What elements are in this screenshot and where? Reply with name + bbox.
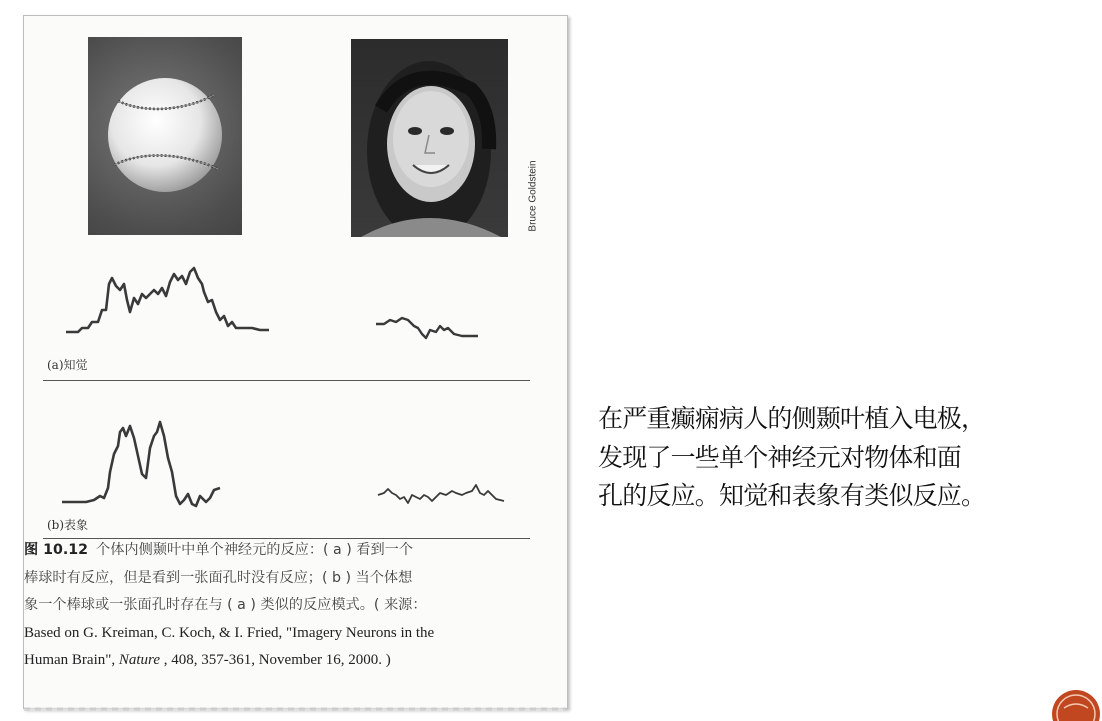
slide-annotation: [598, 400, 1098, 516]
scan-edge: [24, 707, 566, 711]
annotation-line-2: 发现了一些单个神经元对物体和面: [598, 442, 962, 472]
panel-b-label: (b)表象: [47, 518, 89, 532]
caption-line-5: [24, 647, 524, 675]
perception-face-trace: [374, 308, 484, 344]
annotation-line-3: 孔的反应。知觉和表象有类似反应。: [598, 481, 986, 510]
imagery-face-trace: [376, 481, 508, 511]
caption-line-2: 棒球时有反应，但是看到一张面孔时没有反应；( b ) 当个体想: [24, 569, 413, 586]
photo-credit: [526, 136, 540, 256]
figure-caption: [24, 537, 524, 675]
caption-line-3: 象一个棒球或一张面孔时存在与 ( a ) 类似的反应模式。( 来源：: [24, 597, 427, 614]
baseball-photo: [88, 37, 242, 235]
figure-number: 图 10.12: [24, 542, 89, 558]
caption-line-1: [24, 537, 524, 565]
caption-line-4: Based on G. Kreiman, C. Koch, & I. Fried, "Imagery Neurons in the: [24, 624, 435, 641]
perception-baseball-trace: [64, 264, 274, 336]
orange-circle-logo-icon: [1046, 684, 1102, 721]
caption-text-1: 个体内侧颞叶中单个神经元的反应：( a ) 看到一个: [96, 542, 414, 558]
imagery-baseball-trace: [60, 416, 230, 508]
annotation-line-1: 在严重癫痫病人的侧颞叶植入电极，: [598, 404, 986, 433]
photo-credit-text: Bruce Goldstein: [527, 160, 539, 232]
panel-a-label: (a)知觉: [47, 358, 88, 372]
panel-divider: [43, 380, 530, 381]
face-photo: [351, 39, 508, 237]
citation-journal: Nature: [118, 652, 160, 669]
citation-authors: Human Brain",: [24, 652, 119, 669]
citation-details: , 408, 357-361, November 16, 2000. ): [159, 652, 391, 669]
